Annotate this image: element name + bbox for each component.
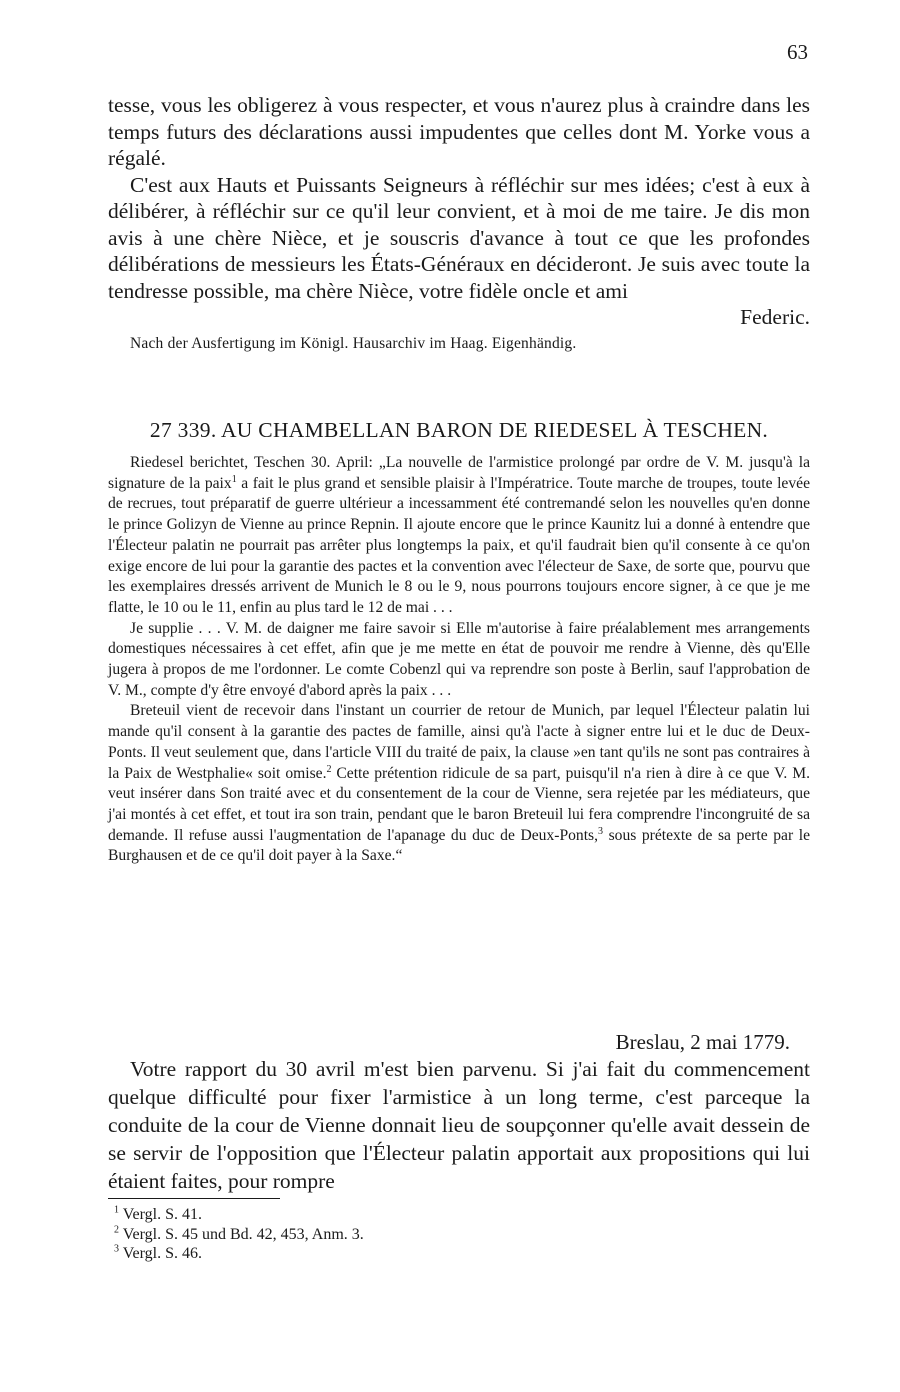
dateline: Breslau, 2 mai 1779. xyxy=(615,1030,790,1054)
reply-paragraph: Votre rapport du 30 avril m'est bien parvenu. Si j'ai fait du commencement quelque difficulté pour fixer l'armistice à un long terme, c'est parceque la conduite de la cour de Vienne donnait lieu de soupçonner qu'elle avait dessein de se servir de l'opposition que l'Électeur palatin apportait aux propositions qui lui étaient faites, pour rompre xyxy=(108,1057,810,1193)
footnote-1: $^1$ Vergl. S. 41. xyxy=(114,1204,202,1223)
report-summary xyxy=(108,453,810,867)
document-heading: 27 339. AU CHAMBELLAN BARON DE RIEDESEL À TESCHEN. xyxy=(149,418,769,442)
page-number: 63 xyxy=(787,40,808,64)
footnotes xyxy=(108,1198,810,1264)
footnote-3: $^3$ Vergl. S. 46. xyxy=(114,1243,202,1262)
footnote-2: $^2$ Vergl. S. 45 und Bd. 42, 453, Anm. 3. xyxy=(114,1224,364,1243)
report-paragraph-3: Breteuil vient de recevoir dans l'instant un courrier de retour de Munich, par lequel l'Électeur palatin lui mande qu'il consent à la garantie des pactes de famille, ainsi qu'à l'acte à signer entre lui et le duc de Deux-Ponts. Il veut seulement que, dans l'article VIII du traité de paix, la clause »en tant qu'ils ne sont pas contraires à la Paix de Westphalie« soit omise.$^2$ Cette prétention ridicule de sa part, puisqu'il n'a rien à dire à ce que V. M. veut insérer dans Son traité avec et du consentement de la cour de Vienne, sera rejetée par les médiateurs, que j'ai montés à cet effet, et tout ira son train, pendant que le baron Breteuil lui fera comprendre l'incongruité de sa demande. Il refuse aussi l'augmentation de l'apanage du duc de Deux-Ponts,$^3$ sous prétexte de sa perte par le Burghausen et de ce qu'il doit payer à la Saxe.“ xyxy=(108,702,810,865)
report-paragraph-2: Je supplie . . . V. M. de daigner me faire savoir si Elle m'autorise à faire préalablement mes arrangements domestiques nécessaires à cet effet, afin que je me mette en état de pouvoir me rendre à Vienne, dès qu'Elle jugera à propos de me l'ordonner. Le comte Cobenzl qui va reprendre son poste à Berlin, sauf l'approbation de V. M., compte d'y être envoyé d'abord après la paix . . . xyxy=(108,619,810,699)
document-section xyxy=(108,418,810,443)
reply-letter xyxy=(108,1029,810,1195)
report-paragraph-1: Riedesel berichtet, Teschen 30. April: „La nouvelle de l'armistice prolongé par ordre de V. M. jusqu'à la signature de la paix$^1$ a fait le plus grand et sensible plaisir à l'Impératrice. Toute marche de troupes, toute levée de recrues, tout préparatif de guerre ultérieur a incessamment été contremandé selon les nouvelles qu'en donne le prince Golizyn de Vienne au prince Repnin. Il ajoute encore que le prince Kaunitz lui a donné à entendre que l'Électeur palatin ne pourrait pas arrêter plus longtemps la paix, et qu'il faudrait bien qu'il consente à ce qu'on exige encore de lui pour la garantie des pactes et la convention avec l'électeur de Saxe, de sorte que, pourvu que les exemplaires dressés arrivent de Munich le 8 ou le 9, nous pourrons toujours encore signer, à ce que je me flatte, le 10 ou le 11, enfin au plus tard le 12 de mai . . . xyxy=(108,454,810,616)
footnote-ref-3: 3 xyxy=(598,825,604,837)
footnote-ref-1: 1 xyxy=(231,473,237,485)
letter-paragraph-1: tesse, vous les obligerez à vous respecter, et vous n'aurez plus à craindre dans les temps futurs des déclarations aussi impudentes que celles dont M. Yorke vous a régalé. xyxy=(108,93,810,170)
letter-conclusion xyxy=(108,92,810,354)
provenance-note: Nach der Ausfertigung im Königl. Hausarchiv im Haag. Eigenhändig. xyxy=(130,335,577,352)
letter-paragraph-2: C'est aux Hauts et Puissants Seigneurs à réfléchir sur mes idées; c'est à eux à délibérer, à réfléchir sur ce qu'il leur convient, et à moi de me taire. Je dis mon avis à une chère Nièce, et je souscris d'avance à tout ce que les profondes délibérations de messieurs les États-Généraux en décideront. Je suis avec toute la tendresse possible, ma chère Nièce, votre fidèle oncle et ami xyxy=(108,172,810,303)
footnote-ref-2: 2 xyxy=(326,763,332,775)
signature: Federic. xyxy=(740,305,810,329)
